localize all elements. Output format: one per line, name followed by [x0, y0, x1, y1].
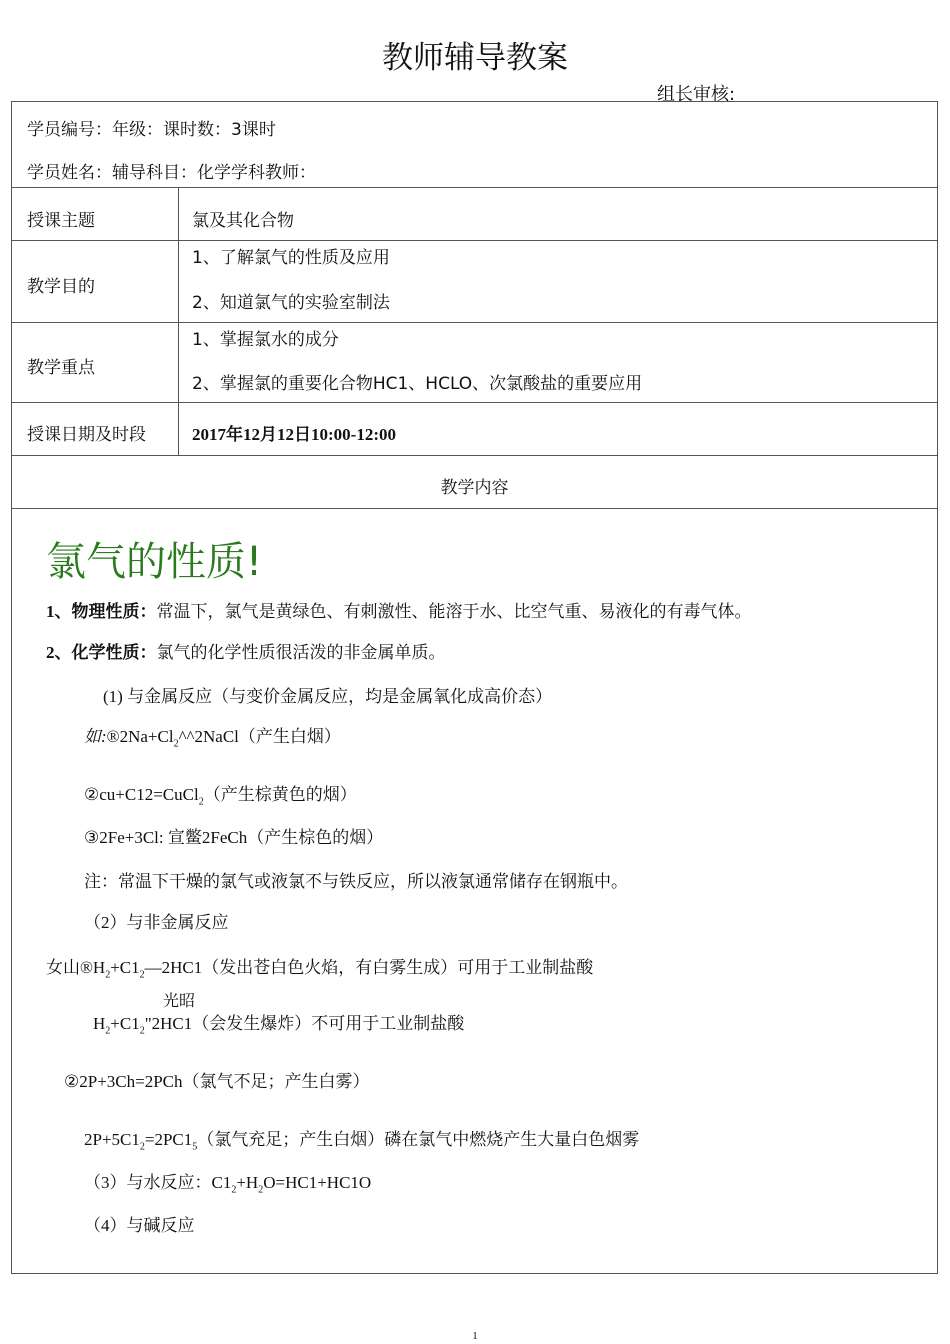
subscript: 2 — [105, 1025, 111, 1037]
subscript: 2 — [105, 969, 111, 981]
subscript: 2 — [231, 1184, 237, 1196]
aim-label: 教学目的 — [27, 277, 95, 297]
subscript: 5 — [192, 1141, 198, 1153]
reaction-text: （产生棕黄色的烟） — [203, 785, 357, 804]
reaction-text: 女山®H — [46, 958, 106, 977]
table-divider — [11, 455, 938, 456]
student-info-row: 学员编号：年级：课时数：3课时 — [27, 120, 276, 140]
reviewer-label: 组长审核: — [657, 84, 736, 105]
reaction-text: H — [93, 1014, 106, 1033]
reaction-text: 2P+5C1 — [84, 1130, 140, 1149]
section-title: 氯气的性质! — [46, 539, 263, 585]
subscript: 2 — [258, 1184, 264, 1196]
subscript: 2 — [139, 1025, 145, 1037]
reaction-line — [84, 722, 341, 749]
metal-reaction-heading: (1) 与金属反应（与变价金属反应，均是金属氧化成高价态） — [103, 687, 553, 706]
reaction-line — [84, 780, 357, 807]
key-label: 教学重点 — [27, 358, 95, 378]
subscript: 2 — [139, 1141, 145, 1153]
chemical-label: 2、化学性质： — [46, 643, 157, 662]
aim-item: 2、知道氯气的实验室制法 — [192, 293, 390, 313]
key-item: 2、掌握氯的重要化合物HC1、HCLO、次氯酸盐的重要应用 — [192, 374, 643, 394]
reaction-text: （3）与水反应：C1 — [84, 1173, 232, 1192]
page-title: 教师辅导教案 — [382, 40, 568, 76]
subscript: 2 — [173, 738, 179, 750]
light-condition-label: 光昭 — [163, 993, 196, 1010]
student-name-row: 学员姓名：辅导科目：化学学科教师： — [27, 163, 316, 183]
reaction-text: ②cu+C12=CuCl — [84, 785, 199, 804]
physical-label: 1、物理性质： — [46, 602, 157, 621]
physical-text: 常温下，氯气是黄绿色、有刺激性、能溶于水、比空气重、易液化的有毒气体。 — [156, 602, 752, 621]
chemical-property — [46, 638, 446, 663]
table-divider — [11, 240, 938, 241]
reaction-text: ^^2NaCl（产生白烟） — [178, 727, 341, 746]
reaction-line — [93, 1009, 464, 1036]
subscript: 2 — [139, 969, 145, 981]
reaction-text: +C1 — [110, 958, 140, 977]
aim-item: 1、了解氯气的性质及应用 — [192, 248, 390, 268]
subscript: 2 — [198, 796, 204, 808]
reaction-line: ②2P+3Ch=2PCh（氯气不足；产生白雾） — [64, 1072, 370, 1091]
reaction-text: +C1 — [110, 1014, 140, 1033]
date-value: 2017年12月12日10:00-12:00 — [192, 425, 396, 444]
table-divider — [11, 187, 938, 188]
chemical-text: 氯气的化学性质很活泼的非金属单质。 — [156, 643, 446, 662]
reaction-line — [84, 1125, 639, 1152]
base-reaction-heading: （4）与碱反应 — [84, 1216, 195, 1235]
reaction-text: +H — [236, 1173, 259, 1192]
note-line: 注：常温下干燥的氯气或液氯不与铁反应，所以液氯通常储存在钢瓶中。 — [84, 872, 628, 891]
reaction-text: ®2Na+Cl — [106, 727, 174, 746]
water-reaction-line — [84, 1168, 371, 1195]
table-column-divider — [178, 187, 179, 455]
table-divider — [11, 402, 938, 403]
reaction-text: —2HC1（发出苍白色火焰，有白雾生成）可用于工业制盐酸 — [144, 958, 594, 977]
content-heading: 教学内容 — [440, 478, 509, 498]
table-divider — [11, 508, 938, 509]
reaction-text: （氯气充足；产生白烟）磷在氯气中燃烧产生大量白色烟雾 — [197, 1130, 640, 1149]
reaction-text: O=HC1+HC1O — [263, 1173, 372, 1192]
date-label: 授课日期及时段 — [27, 425, 146, 445]
topic-value: 氯及其化合物 — [192, 211, 294, 231]
nonmetal-reaction-heading: （2）与非金属反应 — [84, 913, 229, 932]
physical-property — [46, 597, 752, 622]
topic-label: 授课主题 — [27, 211, 95, 231]
reaction-line — [46, 953, 593, 980]
reaction-text: =2PC1 — [144, 1130, 193, 1149]
table-divider — [11, 322, 938, 323]
reaction-text: "2HC1（会发生爆炸）不可用于工业制盐酸 — [144, 1014, 465, 1033]
example-prefix: 如: — [84, 727, 107, 746]
page-number: 1 — [472, 1330, 478, 1342]
reaction-line: ③2Fe+3Cl: 宣鳖2FeCh（产生棕色的烟） — [84, 828, 384, 847]
key-item: 1、掌握氯水的成分 — [192, 330, 339, 350]
